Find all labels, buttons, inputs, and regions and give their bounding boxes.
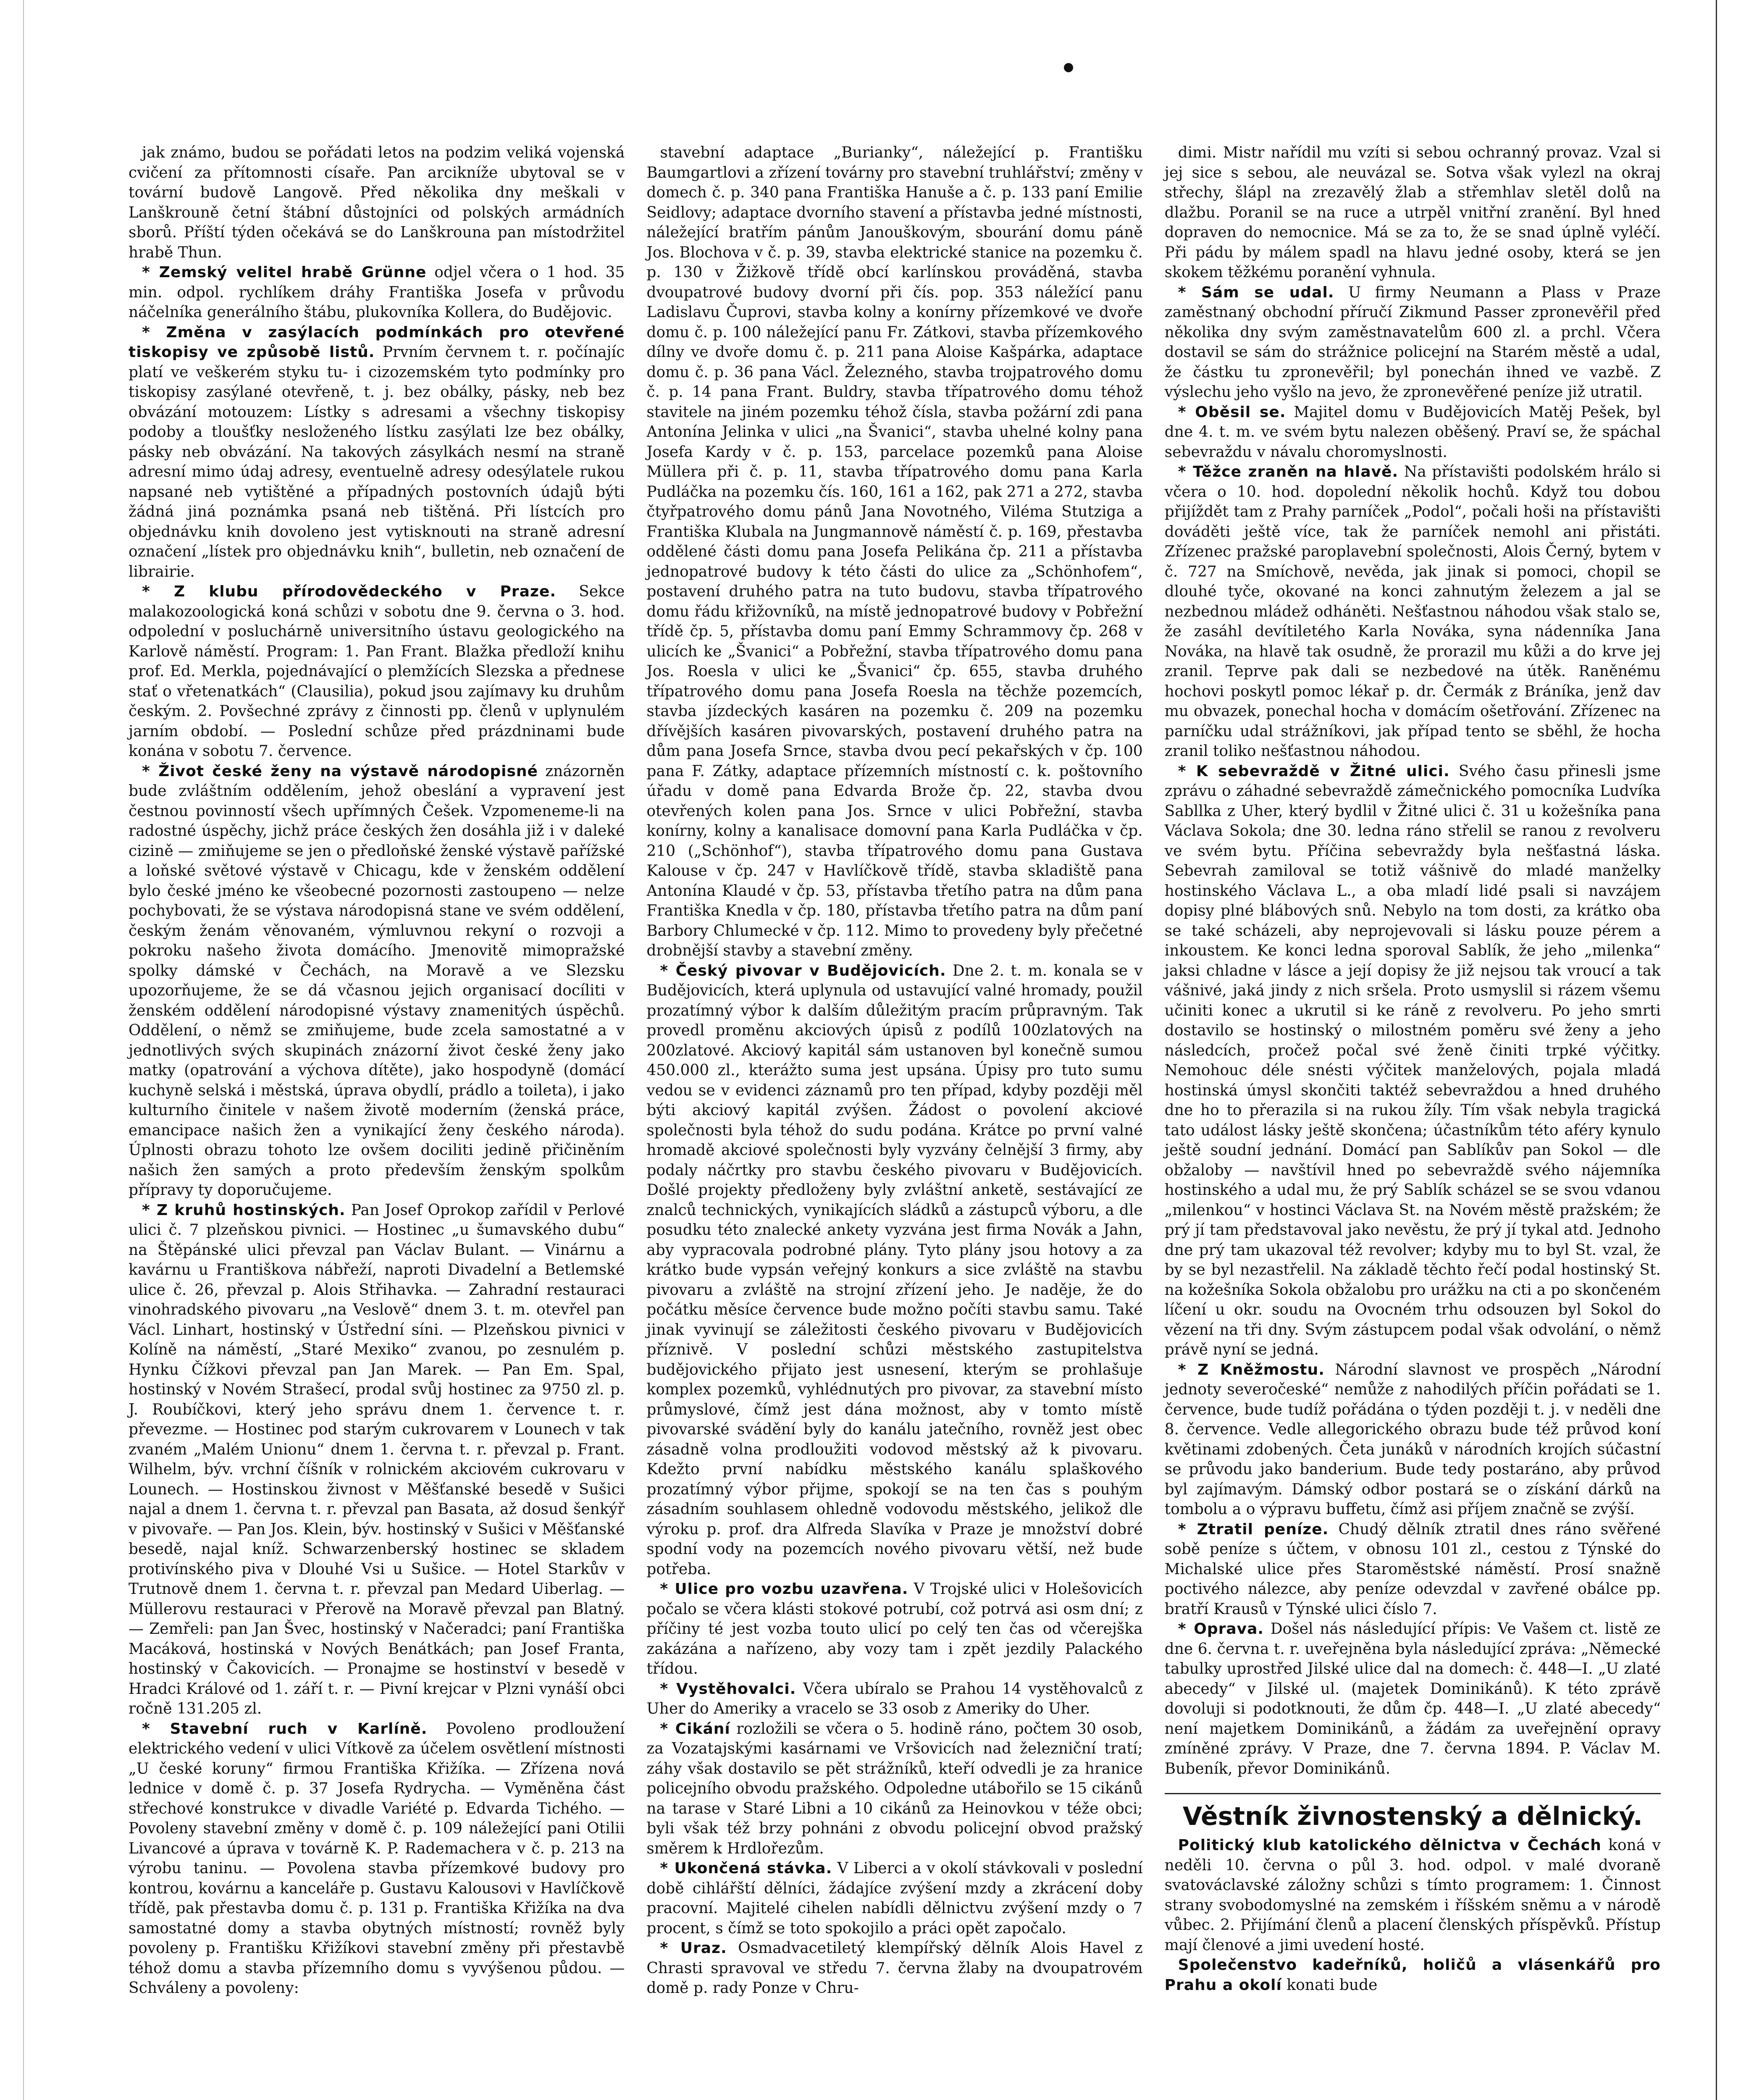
article-headline: * Ulice pro vozbu uzavřena. <box>660 1580 908 1598</box>
article-paragraph <box>1165 1619 1661 1779</box>
article-text: Pan Josef Oprokop zařídil v Perlové ulici č. 7 plzeňskou pivnici. — Hostinec „u šumavského dubu“ na Štěpánské ulici převzal pan Václav Bulant. — Vinárnu a kavárnu u Františkova nábřeží, naproti Divadelní a Betlemské ulice č. 26, převzal p. Alois Střihavka. — Zahradní restauraci vinohradského pivovaru „na Veslově“ dnem 3. t. m. otevřel pan Václ. Linhart, hostinský v Ústřední síni. — Plzeňskou pivnici v Kolíně na náměstí, „Staré Mexiko“ zvanou, po zesnulém p. Hynku Čížkovi převzal pan Jan Marek. — Pan Em. Spal, hostinský v Novém Strašecí, prodal svůj hostinec za 9750 zl. p. J. Roubíčkovi, který jeho správu dnem 1. července t. r. převezme. — Hostinec pod starým cukrovarem v Lounech v tak zvaném „Malém Unionu“ dnem 1. června t. r. převzal p. Frant. Wilhelm, býv. vrchní číšník v rolnickém akciovém cukrovaru v Lounech. — Hostinskou živnost v Měšťanské besedě v Sušici najal a dnem 1. června t. r. převzal pan Basata, až dosud šenkýř v pivovaře. — Pan Jos. Klein, býv. hostinský v Sušici v Měšťanské besedě, najal kníž. Schwarzenberský hostinec se skladem protivínského piva v Dlouhé Vsi u Sušice. — Hotel Starkův v Trutnově dnem 1. června t. r. převzal pan Medard Uiberlag. — Müllerovu restauraci v Přerově na Moravě převzal pan Blatný. — Zemřeli: pan Jan Švec, hostinský v Načeradci; paní Františka Macáková, hostinská v Nových Benátkách; pan Josef Franta, hostinský v Čakovicích. — Pronajme se hostinství v besedě v Hradci Králové od 1. září t. r. — Pivní krejcar v Plzni vynáší obci ročně 131.205 zl. <box>129 1201 625 1717</box>
column-1 <box>126 143 627 2100</box>
page-edge-left <box>23 0 24 2100</box>
article-headline: * K sebevraždě v Žitné ulici. <box>1178 762 1450 780</box>
article-paragraph <box>646 1579 1142 1679</box>
article-text: Na přístavišti podolském hrálo si včera o 10. hod. dopolední několik hochů. Když tou dobou přijíždět tam z Prahy parníček „Podol“, počali hoši na přístavišti dováděti ještě více, tak že parníček nemohl ani přistáti. Zřízenec pražské paroplavební společnosti, Alois Černý, bytem v č. 727 na Smíchově, nevěda, jak jinak si pomoci, chopil se dlouhé tyče, okované na konci zahnutým železem a jal se nezbednou mládež odháněti. Nešťastnou náhodou však stalo se, že zasáhl devítiletého Karla Nováka, syna nádenníka Jana Nováka, na hlavě tak osudně, že prorazil mu kůži a do krve jej zranil. Teprve pak dali se nezbedové na útěk. Raněnému hochovi poskytl pomoc lékař p. dr. Čermák z Bráníka, jenž dav mu obvazek, ponechal hocha v domácím ošetřování. Zřízenec na parníčku udal strážníkovi, jak případ tento se sběhl, že hocha zranil toliko nešťastnou náhodou. <box>1164 463 1661 760</box>
article-text: Včera ubíralo se Prahou 14 vystěhovalců z Uher do Ameriky a vracelo se 33 osob z Ameriky do Uher. <box>646 1680 1143 1717</box>
article-headline: * Život české ženy na výstavě národopisné <box>142 762 538 780</box>
article-headline: * Ukončená stávka. <box>660 1860 832 1877</box>
article-text: V Liberci a v okolí stávkovali v poslední době cihlářští dělníci, žádajíce zvýšení mzdy a zkrácení doby pracovní. Majitelé cihelen nabídli dělnictvu zvýšení mzdy o 7 procent, s čímž se toto spokojilo a práci opět započalo. <box>646 1860 1143 1937</box>
article-headline: * Stavební ruch v Karlíně. <box>142 1720 428 1738</box>
article-paragraph <box>1165 283 1661 402</box>
article-text: Dne 2. t. m. konala se v Budějovicích, která uplynula od ustavující valné hromady, použil prozatímný výbor k dalším důležitým pracím průpravným. Tak provedl proměnu akciových úpisů z podílů 100zlatových na 200zlatové. Akciový kapitál sám ustanoven byl konečně sumou 450.000 zl., kterážto suma jest upsána. Úpisy pro tuto sumu vedou se v evidenci záznamů pro ten případ, kdyby později měl býti akciový kapitál zvýšen. Žádost o povolení akciové společnosti byla téhož do sudu podána. Krátce po první valné hromadě akciové společnosti byly vyzvány čelnější 3 firmy, aby podaly náčrtky pro stavbu českého pivovaru v Budějovicích. Došlé projekty předloženy byly zvláštní anketě, sestávající ze znalců technických, vynikajících sládků a zástupců výboru, a dle posudku této znalecké ankety vyzvána jest firma Novák a Jahn, aby vypracovala podrobné plány. Tyto plány jsou hotovy a za krátko bude vypsán veřejný konkurs a sice zvláště na stavbu pivovaru a zvláště na strojní zřízení jeho. Je naděje, že do počátku měsíce července bude možno počíti stavbu samu. Také jinak vyvinují se záležitosti českého pivovaru v Budějovicích příznivě. V poslední schůzi městského zastupitelstva budějovického přijato jest usnesení, kterým se prohlašuje komplex pozemků, vyhlédnutých pro pivovar, za stavební místo průmyslové, čímž jest dána možnost, aby v tomto místě pivovarské svádění byly do kanálu jatečního, rovněž jest obec zásadně volna prodloužiti vodovod městský až k pivovaru. Kdežto první nabídku městského kanálu splaškového prozatímný výbor přijme, spokojí se na ten čas s pouhým zásadním souhlasem ohledně vodovodu městského, jelikož dle výroku p. prof. dra Alfreda Slavíka v Praze je množství dobré spodní vody na pozemcích nového pivovaru větší, než bude potřeba. <box>646 962 1143 1578</box>
article-headline: * Sám se udal. <box>1178 284 1334 301</box>
article-text: jak známo, budou se pořádati letos na podzim veliká vojenská cvičení za přítomnosti císaře. Pan arcikníže ubytoval se v tovární budově Langově. Před několika dny meškali v Lanškrouně četní štábní důstojníci od polských armádních sborů. Příští týden očekává se do Lanškrouna pan místodržitel hrabě Thun. <box>129 144 625 261</box>
article-headline: * Těžce zraněn na hlavě. <box>1178 463 1399 480</box>
article-paragraph <box>1165 761 1661 1360</box>
article-headline: * Cikání <box>660 1720 730 1738</box>
article-headline: * Zemský velitel hrabě Grünne <box>142 264 427 281</box>
article-paragraph <box>129 761 625 1200</box>
article-text: stavební adaptace „Burianky“, náležející p. Františku Baumgartlovi a zřízení továrny pro stavební truhlářství; změny v domech č. p. 340 pana Františka Hanuše a č. p. 133 paní Emilie Seidlovy; adaptace dvorního stavení a přístavba jedné místnosti, náležející bratřím pánům Janouškovým, sbourání domu páně Jos. Blochova v č. p. 39, stavba elektrické stanice na pozemku č. p. 130 v Žižkově třídě obcí karlínskou prováděná, stavba dvoupatrové budovy dvorní při čís. pop. 353 náležící panu Ladislavu Čuprovi, stavba kolny a konírny přízemkové ve dvoře domu č. p. 100 náležející panu Fr. Zátkovi, stavba přízemkového dílny ve dvoře domu č. p. 211 pana Aloise Kašpárka, adaptace domu č. p. 36 pana Václ. Železného, stavba trojpatrového domu č. p. 14 pana Frant. Buldry, stavba třípatrového domu téhož stavitele na jiném pozemku téhož čísla, stavba požární zdi pana Antonína Jelinka v ulici „na Švanici“, stavba uhelné kolny pana Josefa Kardy v č. p. 153, parcelace pozemků pana Aloise Müllera při č. p. 11, stavba třípatrového domu pana Karla Pudláčka na pozemku čís. 160, 161 a 162, pak 271 a 272, stavba čtyřpatrového domu pánů Jana Novotného, Viléma Stutziga a Františka Klubala na Jungmannově náměstí č. p. 169, přestavba oddělené části domu pana Josefa Pelikána čp. 211 a přístavba jednopatrové budovy k této části do ulice za „Schönhofem“, postavení druhého patra na tuto budovu, stavba třípatrového domu řádu křižovníků, na místě jednopatrové budovy v Pobřežní třídě čp. 5, přístavba domu paní Emmy Schrammovy čp. 268 v ulicích ke „Švanici“ a Pobřežní, stavba třípatrového domu pana Jos. Roesla v ulici ke „Švanici“ čp. 655, stavba druhého třípatrového domu pana Josefa Roesla na těchže pozemcích, stavba jízdeckých kasáren na pozemku č. 209 na pozemku dřívějších kasáren pivovarských, postavení druhého patra na dům pana Josefa Srnce, stavba dvou pecí pekařských v čp. 100 pana F. Zátky, adaptace přízemních místností c. k. poštovního úřadu v domě pana Edvarda Brože čp. 22, stavba dvou otevřených kolen pana Jos. Srnce v ulici Pobřežní, stavba konírny, kolny a kanalisace domovní pana Karla Pudláčka v čp. 210 („Schönhof“), stavba třípatrového domu pana Gustava Kalouse v čp. 247 v Havlíčkově třídě, stavba skladiště pana Antonína Klaudé v čp. 53, přístavba třetího patra na dům pana Františka Knedla v čp. 180, přístavba třetího patra na dům paní Barbory Chlumecké v čp. 112. Mimo to provedeny byly přečetné drobnější stavby a stavební změny. <box>646 144 1143 959</box>
article-text: odjel včera o 1 hod. 35 min. odpol. rychlíkem dráhy Františka Josefa v průvodu náčelníka generálního štábu, plukovníka Kollera, do Budějovic. <box>129 264 625 321</box>
article-headline: * Z klubu přírodovědeckého v Praze. <box>142 583 556 600</box>
article-headline: * Ztratil peníze. <box>1178 1520 1329 1538</box>
article-text: Národní slavnost ve prospěch „Národní jednoty severočeské“ nemůže z nahodilých příčin pořádati se 1. července, bude tudíž pořádána o týden později t. j. v neděli dne 8. července. Vedle allegorického obrazu bude též průvod koní květinami zdobených. Četa junáků v národních krojích súčastní se průvodu jako banderium. Bude tedy postaráno, aby průvod byl zajímavým. Dámský odbor postará se o získání dárků na tombolu a o výpravu buffetu, čímž asi příjem značně se zvýší. <box>1164 1361 1661 1518</box>
article-text: Svého času přinesli jsme zprávu o záhadné sebevraždě zámečnického pomocníka Ludvíka Sabllka z Uher, který bydlil v Žitné ulici č. 31 u kožešníka pana Václava Sokola; dne 30. ledna ráno střelil se ranou z revolveru ve svém bytu. Příčina sebevraždy byla nešťastná láska. Sebevrah zamiloval se totiž vášnivě do mladé manželky hostinského Václava L., a oba mladí lidé psali si navzájem dopisy plné blábových snů. Nebylo na tom dosti, za krátko oba se také scházeli, aby neprojevovali si lásku pouze pérem a inkoustem. Ke konci ledna sporoval Sablík, že jeho „milenka“ jaksi chladne v lásce a její dopisy že již nejsou tak vroucí a tak vášnivé, jaká jindy z nich sršela. Proto usmyslil si rázem všemu učiniti konec a ukrutil si ke ráně z revolveru. Po jeho smrti dostavilo se hostinský o milostném poměru své ženy a jeho následcích, pročež počal své ženě činiti trpké výčitky. Nemohouc déle snésti výčitek manželových, pojala mladá hostinská úmysl skončiti taktéž sebevraždou a hned druhého dne ho to přerazila si na rukou žíly. Tím však nebyla tragická tato událost lásky ještě skončena; účastníkům této aféry kynulo ještě soudní jednání. Domácí pan Sablíkův pan Sokol — dle obžaloby — navštívil hned po sebevraždě svého nájemníka hostinského a udal mu, že prý Sablík scházel se se svou vdanou „milenkou“ v hostinci Václava St. na Novém městě pražském; že prý jí tam představoval jako nevěstu, že prý jí tykal atd. Jednoho dne prý tam ukazoval též revolver; kdyby mu to byl St. vzal, že by se byl nezastřelil. Na základě těchto řečí podal hostinský St. na kožešníka Sokola obžalobu pro urážku na cti a po skončeném líčení u okr. soudu na Ovocném trhu odsouzen byl Sokol do vězení na tři dny. Svým zástupcem podal však odvolání, o němž právě nyní se jedná. <box>1164 762 1661 1358</box>
article-text: znázorněn bude zvláštním oddělením, jehož obeslání a vypravení jest čestnou povinností všech upřímných Češek. Vzpomeneme-li na radostné úspěchy, jichž práce českých žen dosáhla již i v daleké cizině — zmiňujeme se jen o předloňské ženské výstavě pařížské a loňské světové výstavě v Chicagu, kde v ženském oddělení bylo české jméno ke všeobecné pozornosti zastoupeno — nelze pochybovati, že se výstava národopisná stane ve svém oddělení, českým ženám věnovaném, výmluvnou rekyní o rozvoji a pokroku našeho života domácího. Jmenovitě mimopražské spolky dámské v Čechách, na Moravě a ve Slezsku upozorňujeme, že se dá včasnou jejich organisací docíliti v ženském oddělení národopisné výstavy znamenitých úspěchů. Oddělení, o němž se zmiňujeme, bude zcela samostatné a v jednotlivých svých skupinách znázorní život české ženy jako matky (opatrování a výchova dítěte), jako hospodyně (domácí kuchyně selská i městská, úprava obydlí, prádlo a toileta), i jako kulturního činitele v našem životě moderním (ženská práce, emancipace našich žen a vynikající ženy českého národa). Úplnosti obrazu tohoto lze ovšem dociliti jedině přičiněním našich žen samých a proto především ženským spolkům přípravy ty doporučujeme. <box>129 762 625 1199</box>
column-2 <box>644 143 1145 2100</box>
article-text: Sekce malakozoologická koná schůzi v sobotu dne 9. června o 3. hod. odpolední v posluchárně universitního ústavu geologického na Karlově náměstí. Program: 1. Pan Frant. Blažka předloží knihu prof. Ed. Merkla, pojednávající o plemžících Slezska a přednese stať o vřetenatkách“ (Clausilia), pokud jsou zajímavy ku druhům českým. 2. Povšechné zprávy z činnosti pp. členů v uplynulém jarním období. — Poslední schůze před prázdninami bude konána v sobotu 7. července. <box>129 583 625 760</box>
article-headline: * Z Kněžmostu. <box>1178 1361 1325 1378</box>
article-paragraph <box>1165 1360 1661 1520</box>
article-headline: * Uraz. <box>660 1940 727 1957</box>
section-heading: Věstník živnostenský a dělnický. <box>1165 1793 1661 1831</box>
article-paragraph <box>646 1938 1142 1998</box>
article-paragraph <box>129 582 625 761</box>
punch-hole-icon <box>1064 63 1073 72</box>
article-text: V Trojské ulici v Holešovicích počalo se včera klásti stokové potrubí, což potrvá asi osm dní; z příčiny té jest vozba touto ulicí po celý ten čas od včerejška zakázána a nařízeno, aby vozy tam i zpět jezdily Palackého třídou. <box>646 1580 1143 1677</box>
article-headline: Politický klub katolického dělnictva v Čechách <box>1178 1837 1602 1854</box>
article-text: Osmadvacetiletý klempířský dělník Alois Havel z Chrasti spravoval ve středu 7. června žlaby na dvoupatrovém domě p. rady Ponze v Chru- <box>646 1940 1143 1997</box>
article-paragraph <box>1165 1835 1661 1955</box>
article-text: rozložili se včera o 5. hodině ráno, počtem 30 osob, za Vozatajskými kasárnami ve Vršovicích nad železniční tratí; záhy však dostavilo se pět strážníků, kteří odvedli je za hranice policejního obvodu pražského. Odpoledne utábořilo se 15 cikánů na tarase v Staré Libni a 10 cikánů za Heinovkou v téže obci; byli však též brzy pohnáni z obvodu policejní obvod pražský směrem k Hrdlořezům. <box>646 1720 1143 1857</box>
article-paragraph <box>1165 402 1661 462</box>
article-paragraph <box>646 1858 1142 1938</box>
article-headline: Společenstvo kadeřníků, holičů a vlásenkářů pro Prahu a okolí <box>1164 1956 1661 1994</box>
article-text: U firmy Neumann a Plass v Praze zaměstnaný obchodní příručí Zikmund Passer zpronevěřil před několika dny svým zaměstnavatelům 600 zl. a prchl. Včera dostavil se sám do strážnice policejní na Starém městě a udal, že částku tu zpronevěřil; byl ponechán ihned ve vazbě. Z výslechu jeho vyšlo na jevo, že zpronevěřené peníze již utratil. <box>1164 284 1661 401</box>
column-3 <box>1162 143 1663 2100</box>
article-headline: * Změna v zasýlacích podmínkách pro otevřené tiskopisy ve způsobě listů. <box>129 323 625 361</box>
article-paragraph <box>646 143 1142 961</box>
article-text: Chudý dělník ztratil dnes ráno svěřené sobě peníze s účtem, v obnosu 101 zl., cestou z Týnské do Michalské ulice přes Staroměstské náměstí. Prosí snažně poctivého nálezce, aby peníze odevzdal v zavřené obálce pp. bratří Krausů v Týnské ulici číslo 7. <box>1164 1520 1661 1618</box>
article-text: Prvním červnem t. r. počínajíc platí ve veškerém styku tu- i cizozemském tyto podmínky pro tiskopisy zasýlané otevřeně, t. j. bez obálky, pásky, neb bez obvázání motouzem: Lístky s adresami a všechny tiskopisy podoby a tloušťky nesloženého lístku zasýlati lze bez obálky, pásky neb obvázání. Na takových zásylkách nesmí na straně adresní mimo údaj adresy, eventuelně adresy odesýlatele rukou napsané neb vytištěné a případných postovních údajů býti žádná jiná poznámka psaná neb tištěná. Při lístcích pro objednávku knih dovoleno jest vytisknouti na straně adresní označení „lístek pro objednávku knih“, bulletin, neb označení de librairie. <box>129 344 625 580</box>
article-text: Došel nás následující přípis: Ve Vašem ct. listě ze dne 6. června t. r. uveřejněna byla následující zpráva: „Německé tabulky uprostřed Jilské ulice dal na domech: č. 448—I. „U zlaté abecedy“ v Jilské ul. (majetek Dominikánů). K této zprávě dovoluji si podotknouti, že dům čp. 448—I. „U zlaté abecedy“ není majetkem Dominikánů, a žádám za uveřejnění opravy zmíněné zprávy. V Praze, dne 7. června 1894. P. Václav M. Bubeník, převor Dominikánů. <box>1164 1620 1661 1777</box>
article-paragraph <box>129 1719 625 1998</box>
article-text: dimi. Mistr nařídil mu vzíti si sebou ochranný provaz. Vzal si jej sice s sebou, ale neuvázal se. Sotva však vylezl na okraj střechy, šlápl na zrezavělý žlab a střemhlav sletěl dolů na dlažbu. Poranil se na ruce a utrpěl vnitřní zranění. Byl hned dopraven do nemocnice. Má se za to, že se snad úplně vyléčí. Při pádu by málem spadl na hlavu jedné osoby, která se jen skokem těžkému poranění vyhnula. <box>1164 144 1661 281</box>
article-paragraph <box>129 1200 625 1719</box>
article-paragraph <box>129 262 625 323</box>
article-headline: * Vystěhovalci. <box>660 1680 796 1698</box>
article-paragraph <box>646 1719 1142 1859</box>
article-paragraph <box>646 961 1142 1580</box>
article-paragraph <box>1165 462 1661 761</box>
article-text: Majitel domu v Budějovicích Matěj Pešek, byl dne 4. t. m. ve svém bytu nalezen oběšený. Praví se, že spáchal sebevraždu v návalu choromyslnosti. <box>1164 403 1661 461</box>
article-text: konati bude <box>1281 1976 1378 1994</box>
page-edge-right <box>1716 0 1717 2100</box>
article-text: koná v neděli 10. června o půl 3. hod. odpol. v malé dvoraně svatováclavské záložny schůzi s tímto programem: 1. Činnost strany svobodomyslné na zemském i říšském sněmu a v národě vůbec. 2. Přijímání členů a placení členských příspěvků. Přístup mají členové a jimi uvedení hosté. <box>1164 1837 1661 1954</box>
article-paragraph <box>129 143 625 262</box>
article-headline: * Z kruhů hostinských. <box>142 1201 346 1219</box>
article-headline: * Oběsil se. <box>1178 403 1286 421</box>
article-paragraph <box>1165 1955 1661 1995</box>
article-paragraph <box>646 1679 1142 1719</box>
article-text: Povoleno prodloužení elektrického vedení v ulici Vítkově za účelem osvětlení místnosti „U české koruny“ firmou Františka Křižíka. — Zřízena nová lednice v domě č. p. 37 Josefa Rydrycha. — Vyměněna část střechové konstrukce v divadle Variété p. Edvarda Tichého. — Povoleny stavební změny v domě č. p. 109 náležející pani Otilii Livancové a úprava v továrně K. P. Rademachera v č. p. 213 na výrobu taninu. — Povolena stavba přízemkové budovy pro kontrou, kovárnu a kanceláře p. Gustavu Kalousovi v Havlíčkově třídě, pak přestavba domu č. p. 131 p. Františka Křižíka na dva samostatné domy a stavba obytných místností; rovněž byly povoleny p. Františku Křižíkovi stavební změny při přestavbě téhož domu a stavba přízemního domu s vyvýšenou půdou. — Schváleny a povoleny: <box>129 1720 625 1997</box>
article-paragraph <box>1165 143 1661 283</box>
article-headline: * Český pivovar v Budějovicích. <box>660 962 946 979</box>
article-paragraph <box>129 323 625 582</box>
article-headline: * Oprava. <box>1178 1620 1264 1638</box>
newspaper-page <box>126 143 1663 2100</box>
article-paragraph <box>1165 1520 1661 1620</box>
